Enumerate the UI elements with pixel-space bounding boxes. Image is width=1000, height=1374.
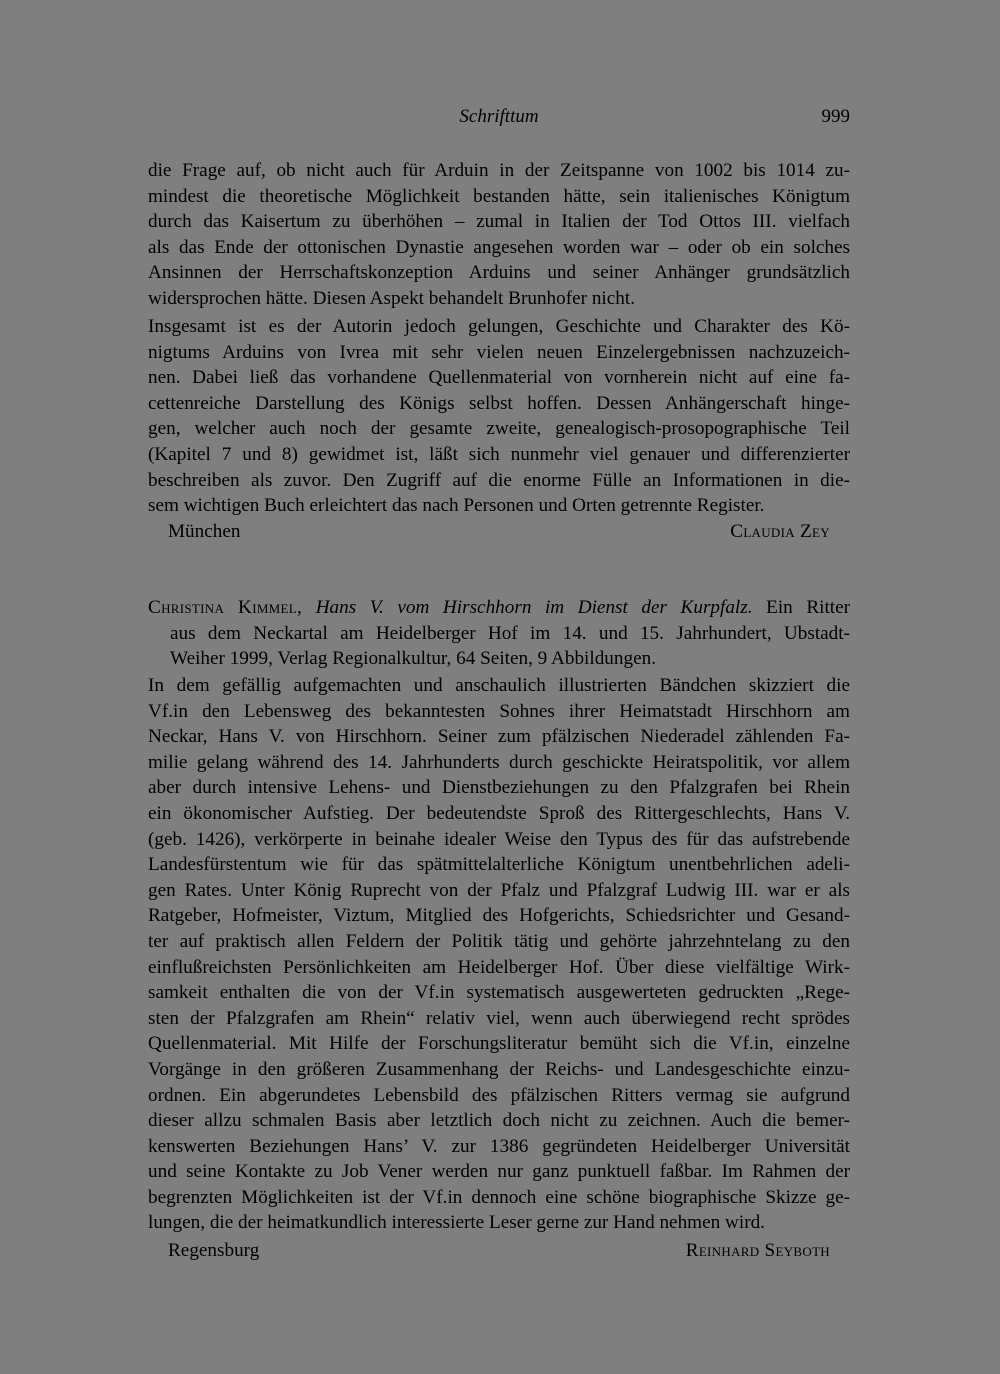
text-line: mindest die theoretische Möglichkeit bestanden hätte, sein italienisches Königtum: [148, 185, 850, 207]
running-head: [148, 106, 850, 132]
text-line: Quellenmaterial. Mit Hilfe der Forschungsliteratur bemüht sich die Vf.in, einzelne: [148, 1033, 850, 1055]
book-author: Christina Kimmel,: [148, 597, 303, 618]
text-line: widersprochen hätte. Diesen Aspekt behandelt Brunhofer nicht.: [148, 287, 636, 309]
review2-signature: [168, 1238, 830, 1264]
text-line: In dem gefällig aufgemachten und anschaulich illustrierten Bändchen skizziert die: [148, 675, 850, 696]
text-line: durch das Kaisertum zu überhöhen – zumal in Italien der Tod Ottos III. vielfach: [148, 211, 850, 233]
page-number: 999: [821, 106, 850, 127]
text-line: Landesfürstentum wie für das spätmittelalterliche Königtum unentbehrlichen adeli-: [148, 854, 850, 876]
text-line: Neckar, Hans V. von Hirschhorn. Seiner zum pfälzischen Niederadel zählenden Fa-: [148, 726, 850, 748]
text-line: die Frage auf, ob nicht auch für Arduin in der Zeitspanne von 1002 bis 1014 zu-: [148, 160, 850, 181]
text-line: ein ökonomischer Aufstieg. Der bedeutendste Sproß des Rittergeschlechts, Hans V.: [148, 802, 850, 824]
text-line: cettenreiche Darstellung des Königs selbst hoffen. Dessen Anhängerschaft hinge-: [148, 392, 850, 414]
text-line: einflußreichsten Persönlichkeiten am Heidelberger Hof. Über diese vielfältige Wirk-: [148, 956, 850, 978]
text-line: nigtums Arduins von Ivrea mit sehr vielen neuen Einzelergebnissen nachzuzeich-: [148, 341, 850, 363]
bibliographic-line: Weiher 1999, Verlag Regionalkultur, 64 Seiten, 9 Abbildungen.: [170, 648, 656, 670]
review2-heading: [148, 595, 850, 672]
text-line: Vorgänge in den größeren Zusammenhang der Reichs- und Landesgeschichte einzu-: [148, 1058, 850, 1080]
text-line: und seine Kontakte zu Job Vener werden nur ganz punktuell faßbar. Im Rahmen der: [148, 1161, 850, 1183]
text-line: beschreiben als zuvor. Den Zugriff auf die enorme Fülle an Informationen in die-: [148, 469, 850, 491]
text-line: nen. Dabei ließ das vorhandene Quellenmaterial von vornherein nicht auf eine fa-: [148, 367, 850, 389]
book-title: Hans V. vom Hirschhorn im Dienst der Kurpfalz.: [315, 597, 753, 618]
review1-signature: [168, 519, 830, 545]
text-line: dieser allzu schmalen Basis aber letztlich doch nicht zu zeichnen. Auch die bemer-: [148, 1110, 850, 1132]
text-line: begrenzten Möglichkeiten ist der Vf.in dennoch eine schöne biographische Skizze ge-: [148, 1186, 850, 1208]
text-line: sten der Pfalzgrafen am Rhein“ relativ viel, wenn auch überwiegend recht sprödes: [148, 1007, 850, 1029]
text-line: ordnen. Ein abgerundetes Lebensbild des pfälzischen Ritters vermag sie aufgrund: [148, 1084, 850, 1106]
reviewer-name: Reinhard Seyboth: [685, 1240, 830, 1261]
reviewer-name: Claudia Zey: [730, 521, 830, 542]
book-subtitle: Ein Ritter: [766, 597, 851, 618]
text-line: gen Rates. Unter König Ruprecht von der Pfalz und Pfalzgraf Ludwig III. war er als: [148, 879, 850, 901]
text-line: (geb. 1426), verkörperte in beinahe idealer Weise den Typus des für das aufstrebende: [148, 828, 850, 850]
text-line: lungen, die der heimatkundlich interessierte Leser gerne zur Hand nehmen wird.: [148, 1212, 765, 1234]
text-line: milie gelang während des 14. Jahrhunderts durch geschickte Heiratspolitik, vor allem: [148, 751, 850, 773]
bibliographic-line: [148, 595, 850, 621]
review2-body: [148, 673, 850, 1236]
text-line: sem wichtigen Buch erleichtert das nach Personen und Orten getrennte Register.: [148, 495, 765, 517]
text-line: Vf.in den Lebensweg des bekanntesten Sohnes ihrer Heimatstadt Hirschhorn am: [148, 700, 850, 722]
text-line: Ansinnen der Herrschaftskonzeption Arduins und seiner Anhänger grundsätzlich: [148, 262, 850, 284]
reviewer-place: Regensburg: [168, 1240, 260, 1261]
reviewer-place: München: [168, 521, 241, 542]
review1-paragraph1: [148, 158, 850, 312]
text-line: Ratgeber, Hofmeister, Viztum, Mitglied des Hofgerichts, Schiedsrichter und Gesand-: [148, 905, 850, 927]
text-line: gen, welcher auch noch der gesamte zweite, genealogisch-prosopographische Teil: [148, 418, 850, 440]
text-line: (Kapitel 7 und 8) gewidmet ist, läßt sich nunmehr viel genauer und differenzierter: [148, 443, 850, 465]
text-line: samkeit enthalten die von der Vf.in systematisch ausgewerteten gedruckten „Rege-: [148, 982, 850, 1004]
text-line: ter auf praktisch allen Feldern der Politik tätig und gehörte jahrzehntelang zu den: [148, 930, 850, 952]
text-line: Insgesamt ist es der Autorin jedoch gelungen, Geschichte und Charakter des Kö-: [148, 316, 850, 337]
text-line: als das Ende der ottonischen Dynastie angesehen worden war – oder ob ein solches: [148, 236, 850, 258]
text-line: kenswerten Beziehungen Hans’ V. zur 1386 gegründeten Heidelberger Universität: [148, 1135, 850, 1157]
review1-paragraph2: [148, 314, 850, 519]
text-line: aber durch intensive Lehens- und Dienstbeziehungen zu den Pfalzgrafen bei Rhein: [148, 777, 850, 799]
bibliographic-line: aus dem Neckartal am Heidelberger Hof im 14. und 15. Jahrhundert, Ubstadt-: [170, 622, 850, 644]
running-head-title: Schrifttum: [459, 106, 539, 127]
